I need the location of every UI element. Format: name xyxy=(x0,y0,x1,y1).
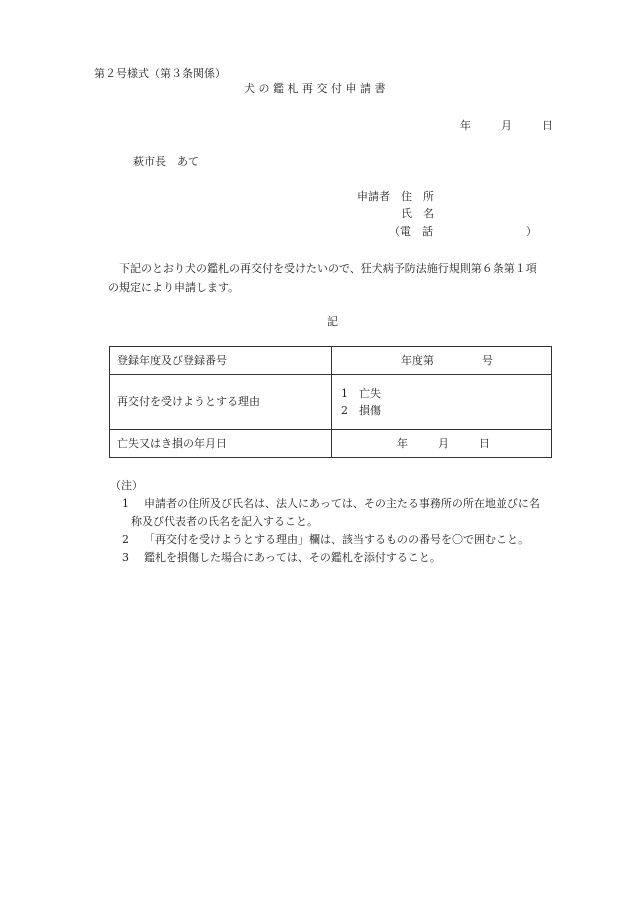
loss-date-day: 日 xyxy=(479,436,490,450)
loss-date-month: 月 xyxy=(438,436,449,450)
reason-option-damaged: 2 損傷 xyxy=(341,404,381,417)
form-number: 第２号様式（第３条関係） xyxy=(94,67,226,80)
registration-year-label: 年度第 xyxy=(401,353,434,367)
registration-table xyxy=(109,346,552,458)
loss-date-year: 年 xyxy=(397,436,408,450)
applicant-phone-close: ） xyxy=(526,225,537,238)
ki-heading: 記 xyxy=(327,315,338,328)
loss-date-value xyxy=(332,430,552,458)
reason-label: 再交付を受けようとする理由 xyxy=(110,375,332,430)
body-line-2: の規定により申請します。 xyxy=(108,281,240,294)
applicant-name-label: 氏 名 xyxy=(401,207,434,220)
note-item: 1 申請者の住所及び氏名は、法人にあっては、その主たる事務所の所在地並びに名 xyxy=(122,497,540,510)
note-item: 3 鑑札を損傷した場合にあっては、その鑑札を添付すること。 xyxy=(122,551,441,564)
registration-number-label: 登録年度及び登録番号 xyxy=(110,347,332,375)
applicant-phone-open: （電 話 xyxy=(389,225,433,238)
notes-label: （注） xyxy=(110,479,143,492)
date-month: 月 xyxy=(501,119,512,132)
applicant-label: 申請者 xyxy=(357,190,390,203)
reason-options xyxy=(332,375,552,430)
body-text xyxy=(108,259,558,297)
note-item-continuation: 称及び代表者の氏名を記入すること。 xyxy=(131,515,318,528)
table-row xyxy=(110,430,552,458)
body-line-1: 下記のとおり犬の鑑札の再交付を受けたいので、狂犬病予防法施行規則第６条第１項 xyxy=(119,262,537,275)
note-item: 2 「再交付を受けようとする理由」欄は、該当するものの番号を〇で囲むこと。 xyxy=(122,533,529,546)
registration-number-suffix: 号 xyxy=(482,353,493,367)
registration-number-value xyxy=(332,347,552,375)
loss-date-label: 亡失又はき損の年月日 xyxy=(110,430,332,458)
table-row xyxy=(110,347,552,375)
date-year: 年 xyxy=(460,119,471,132)
addressee: 萩市長 あて xyxy=(133,155,199,168)
applicant-address-label: 住 所 xyxy=(401,190,434,203)
document-title: 犬の鑑札再交付申請書 xyxy=(244,82,389,95)
reason-option-lost: 1 亡失 xyxy=(341,387,381,400)
date-line xyxy=(460,119,553,133)
date-day: 日 xyxy=(542,119,553,132)
table-row xyxy=(110,375,552,430)
